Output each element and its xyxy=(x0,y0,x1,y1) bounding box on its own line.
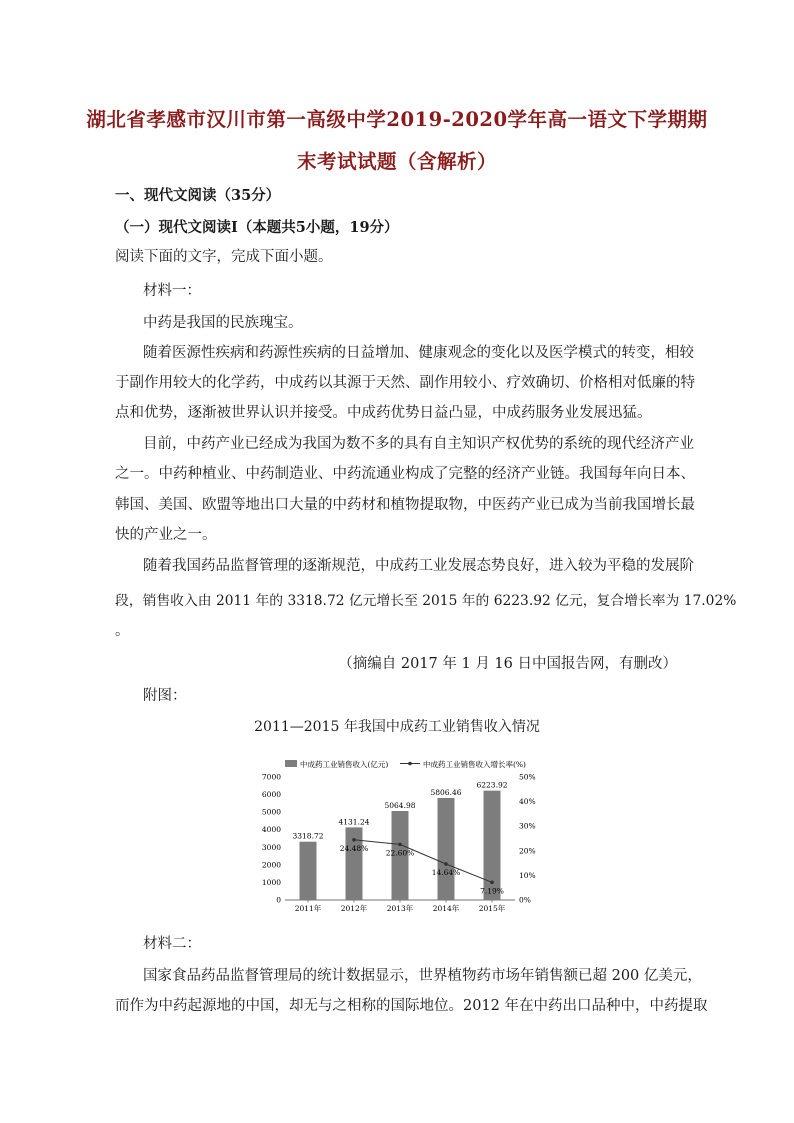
growth-line xyxy=(354,840,492,883)
sales-chart xyxy=(250,752,550,922)
growth-value-label: 24.48% xyxy=(339,843,369,853)
growth-value-label: 14.64% xyxy=(431,867,461,877)
paragraph-line: 随着医源性疾病和药源性疾病的日益增加、健康观念的变化以及医学模式的转变，相较 xyxy=(143,345,694,361)
source-citation: （摘编自 2017 年 1 月 16 日中国报告网，有删改） xyxy=(338,656,677,672)
growth-point xyxy=(352,838,356,842)
y-tick-label: 0 xyxy=(276,895,281,905)
y-tick-label: 7000 xyxy=(261,772,281,782)
material1-label: 材料一： xyxy=(143,283,201,299)
x-tick-label: 2015年 xyxy=(478,904,506,913)
y2-tick-label: 0% xyxy=(519,895,531,905)
paragraph-line: 目前，中药产业已经成为我国为数不多的具有自主知识产权优势的系统的现代经济产业 xyxy=(143,436,694,452)
y2-tick-label: 20% xyxy=(519,846,536,856)
growth-value-label: 7.19% xyxy=(480,886,504,896)
document-title-line1: 湖北省孝感市汉川市第一高级中学2019-2020学年高一语文下学期期 xyxy=(86,108,708,131)
figure-label: 附图： xyxy=(143,688,187,704)
growth-value-label: 22.60% xyxy=(385,848,415,858)
bar-value-label: 6223.92 xyxy=(476,780,508,790)
paragraph-line: 而作为中药起源地的中国，却无与之相称的国际地位。2012 年在中药出口品种中，中药提取 xyxy=(115,998,708,1014)
paragraph-line: 韩国、美国、欧盟等地出口大量的中药材和植物提取物，中医药产业已成为当前我国增长最 xyxy=(115,497,695,513)
growth-point xyxy=(444,862,448,866)
paragraph-line: 段，销售收入由 2011 年的 3318.72 亿元增长至 2015 年的 6223.92 亿元，复合增长率为 17.02% xyxy=(115,593,737,609)
x-tick-label: 2014年 xyxy=(432,904,460,913)
x-tick-label: 2012年 xyxy=(340,904,368,913)
y2-tick-label: 50% xyxy=(519,772,536,782)
x-tick-label: 2013年 xyxy=(386,904,414,913)
legend-bar-label: 中成药工业销售收入(亿元) xyxy=(300,760,389,769)
y-tick-label: 1000 xyxy=(261,877,281,887)
x-tick-label: 2011年 xyxy=(294,904,322,913)
section-heading: 一、现代文阅读（35分） xyxy=(115,187,281,204)
chart-title: 2011—2015 年我国中成药工业销售收入情况 xyxy=(254,719,540,735)
growth-point xyxy=(490,881,494,885)
bar xyxy=(300,842,317,900)
paragraph-line: 随着我国药品监督管理的逐渐规范，中成药工业发展态势良好，进入较为平稳的发展阶 xyxy=(143,558,694,574)
y-tick-label: 4000 xyxy=(261,825,281,835)
legend-bar-swatch xyxy=(285,760,297,767)
subsection-heading: （一）现代文阅读Ⅰ（本题共5小题，19分） xyxy=(115,219,399,236)
bar-value-label: 3318.72 xyxy=(292,831,324,841)
paragraph-line: 国家食品药品监督管理局的统计数据显示，世界植物药市场年销售额已超 200 亿美元， xyxy=(143,968,702,984)
material2-label: 材料二： xyxy=(143,936,201,952)
paragraph-line: 于副作用较大的化学药，中成药以其源于天然、副作用较小、疗效确切、价格相对低廉的特 xyxy=(115,375,695,391)
paragraph-line: 。 xyxy=(115,623,130,639)
y-tick-label: 5000 xyxy=(261,807,281,817)
y-tick-label: 3000 xyxy=(261,842,281,852)
y2-tick-label: 10% xyxy=(519,870,536,880)
bar xyxy=(438,798,455,900)
material1-paragraph1: 中药是我国的民族瑰宝。 xyxy=(143,315,303,331)
chart-legend xyxy=(285,759,526,769)
y2-tick-label: 40% xyxy=(519,797,536,807)
instruction-text: 阅读下面的文字，完成下面小题。 xyxy=(115,249,333,265)
y-tick-label: 6000 xyxy=(261,790,281,800)
y-tick-label: 2000 xyxy=(261,860,281,870)
paragraph-line: 点和优势，逐渐被世界认识并接受。中成药优势日益凸显，中成药服务业发展迅猛。 xyxy=(115,405,652,421)
bar-value-label: 5064.98 xyxy=(384,801,416,811)
y2-tick-label: 30% xyxy=(519,821,536,831)
paragraph-line: 快的产业之一。 xyxy=(115,527,217,543)
bar-value-label: 5806.46 xyxy=(430,787,462,797)
legend-line-label: 中成药工业销售收入增长率(%) xyxy=(423,760,526,769)
document-title-line2: 末考试试题（含解析） xyxy=(296,150,497,173)
paragraph-line: 之一。中药种植业、中药制造业、中药流通业构成了完整的经济产业链。我国每年向日本、 xyxy=(115,466,695,482)
legend-line-marker xyxy=(408,762,412,766)
bar-value-label: 4131.24 xyxy=(338,817,370,827)
growth-point xyxy=(398,843,402,847)
